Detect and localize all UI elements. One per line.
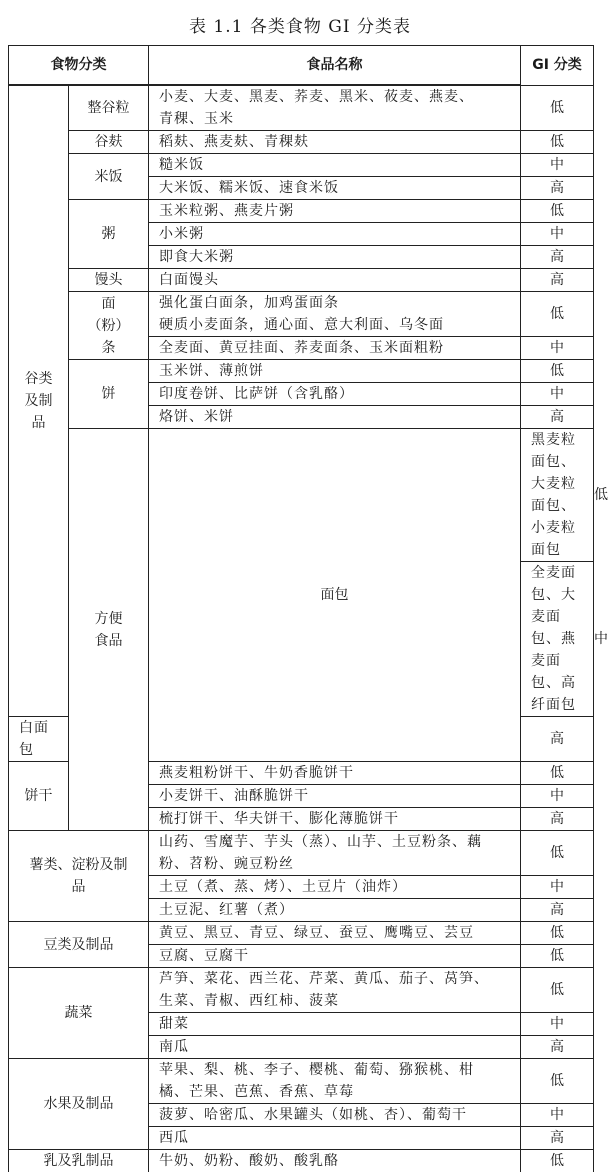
gi-cell: 低 (521, 200, 594, 223)
subcategory-biscuit: 饼干 (9, 762, 69, 831)
food-cell: 西瓜 (149, 1127, 521, 1150)
table-row (9, 269, 594, 292)
food-cell: 糙米饭 (149, 154, 521, 177)
gi-cell: 低 (521, 945, 594, 968)
food-cell: 白面馒头 (149, 269, 521, 292)
category-tuber: 薯类、淀粉及制 品 (9, 831, 149, 922)
food-cell: 玉米粒粥、燕麦片粥 (149, 200, 521, 223)
food-cell: 豆腐、豆腐干 (149, 945, 521, 968)
category-fruit: 水果及制品 (9, 1059, 149, 1150)
table-row (9, 131, 594, 154)
gi-cell: 低 (521, 831, 594, 876)
category-grain: 谷类 及制 品 (9, 85, 69, 717)
subcategory-whole-grain: 整谷粒 (69, 85, 149, 131)
gi-cell: 低 (521, 360, 594, 383)
food-cell: 玉米饼、薄煎饼 (149, 360, 521, 383)
subcategory-bing: 饼 (69, 360, 149, 429)
gi-cell: 低 (521, 762, 594, 785)
table-row (9, 154, 594, 177)
gi-cell: 中 (521, 785, 594, 808)
subcategory-bread: 面包 (149, 429, 521, 762)
gi-cell: 低 (521, 292, 594, 337)
subcategory-porridge: 粥 (69, 200, 149, 269)
table-row (9, 831, 594, 876)
food-cell: 黄豆、黑豆、青豆、绿豆、蚕豆、鹰嘴豆、芸豆 (149, 922, 521, 945)
gi-cell: 高 (521, 717, 594, 762)
table-row (9, 968, 594, 1013)
food-cell: 南瓜 (149, 1036, 521, 1059)
table-row: 方便 食品 面包 黑麦粒面包、大麦粒面包、小麦粒面包 低 (9, 429, 594, 562)
food-cell: 小米粥 (149, 223, 521, 246)
table-row (9, 292, 594, 337)
gi-cell: 高 (521, 899, 594, 922)
table-row (9, 360, 594, 383)
food-cell: 印度卷饼、比萨饼（含乳酪） (149, 383, 521, 406)
subcategory-noodle: 面 （粉） 条 (69, 292, 149, 360)
food-cell: 全麦面、黄豆挂面、荞麦面条、玉米面粗粉 (149, 337, 521, 360)
gi-cell: 中 (521, 154, 594, 177)
food-cell: 大米饭、糯米饭、速食米饭 (149, 177, 521, 200)
table-row (9, 85, 594, 131)
gi-cell: 低 (521, 1150, 594, 1172)
gi-cell: 低 (521, 922, 594, 945)
food-cell: 稻麸、燕麦麸、青稞麸 (149, 131, 521, 154)
food-cell: 牛奶、奶粉、酸奶、酸乳酪 (149, 1150, 521, 1172)
food-cell: 菠萝、哈密瓜、水果罐头（如桃、杏）、葡萄干 (149, 1104, 521, 1127)
food-cell: 烙饼、米饼 (149, 406, 521, 429)
food-cell: 土豆（煮、蒸、烤）、土豆片（油炸） (149, 876, 521, 899)
category-dairy: 乳及乳制品 (9, 1150, 149, 1172)
gi-cell: 低 (521, 85, 594, 131)
category-bean: 豆类及制品 (9, 922, 149, 968)
gi-cell: 高 (521, 269, 594, 292)
food-cell: 燕麦粗粉饼干、牛奶香脆饼干 (149, 762, 521, 785)
food-cell: 强化蛋白面条，加鸡蛋面条 硬质小麦面条，通心面、意大利面、乌冬面 (149, 292, 521, 337)
food-cell: 梳打饼干、华夫饼干、膨化薄脆饼干 (149, 808, 521, 831)
food-cell: 即食大米粥 (149, 246, 521, 269)
subcategory-bran: 谷麸 (69, 131, 149, 154)
table-row (9, 922, 594, 945)
gi-cell: 中 (521, 1013, 594, 1036)
gi-cell: 高 (521, 406, 594, 429)
food-cell: 甜菜 (149, 1013, 521, 1036)
gi-cell: 中 (521, 337, 594, 360)
food-cell: 黑麦粒面包、大麦粒面包、小麦粒面包 (521, 429, 594, 562)
table-row: 全麦面包、大麦面包、燕麦面包、高纤面包 中 (9, 562, 594, 717)
gi-cell: 中 (521, 383, 594, 406)
food-cell: 土豆泥、红薯（煮） (149, 899, 521, 922)
food-cell: 芦笋、菜花、西兰花、芹菜、黄瓜、茄子、莴笋、 生菜、青椒、西红柿、菠菜 (149, 968, 521, 1013)
table-row (9, 1150, 594, 1172)
header-gi: GI 分类 (521, 46, 594, 86)
gi-cell: 高 (521, 1127, 594, 1150)
subcategory-rice: 米饭 (69, 154, 149, 200)
gi-cell: 高 (521, 177, 594, 200)
food-cell: 小麦饼干、油酥脆饼干 (149, 785, 521, 808)
gi-table (8, 45, 594, 1172)
table-title: 表 1.1 各类食物 GI 分类表 (0, 12, 600, 37)
gi-cell: 中 (521, 876, 594, 899)
gi-cell: 中 (521, 223, 594, 246)
gi-cell: 低 (521, 1059, 594, 1104)
gi-cell: 低 (521, 131, 594, 154)
food-cell: 山药、雪魔芋、芋头（蒸）、山芋、土豆粉条、藕 粉、苕粉、豌豆粉丝 (149, 831, 521, 876)
gi-cell: 高 (521, 808, 594, 831)
category-veg: 蔬菜 (9, 968, 149, 1059)
food-cell: 苹果、梨、桃、李子、樱桃、葡萄、猕猴桃、柑 橘、芒果、芭蕉、香蕉、草莓 (149, 1059, 521, 1104)
table-row (9, 200, 594, 223)
header-row (9, 46, 594, 86)
gi-cell: 高 (521, 246, 594, 269)
table-row (9, 1059, 594, 1104)
food-cell: 小麦、大麦、黑麦、荞麦、黑米、莜麦、燕麦、 青稞、玉米 (149, 85, 521, 131)
category-convenience: 方便 食品 (69, 429, 149, 831)
header-category: 食物分类 (9, 46, 149, 86)
gi-cell: 中 (521, 1104, 594, 1127)
gi-cell: 高 (521, 1036, 594, 1059)
food-cell: 白面包 (9, 717, 69, 762)
subcategory-mantou: 馒头 (69, 269, 149, 292)
food-cell: 全麦面包、大麦面包、燕麦面包、高纤面包 (521, 562, 594, 717)
gi-cell: 低 (521, 968, 594, 1013)
header-food-name: 食品名称 (149, 46, 521, 86)
